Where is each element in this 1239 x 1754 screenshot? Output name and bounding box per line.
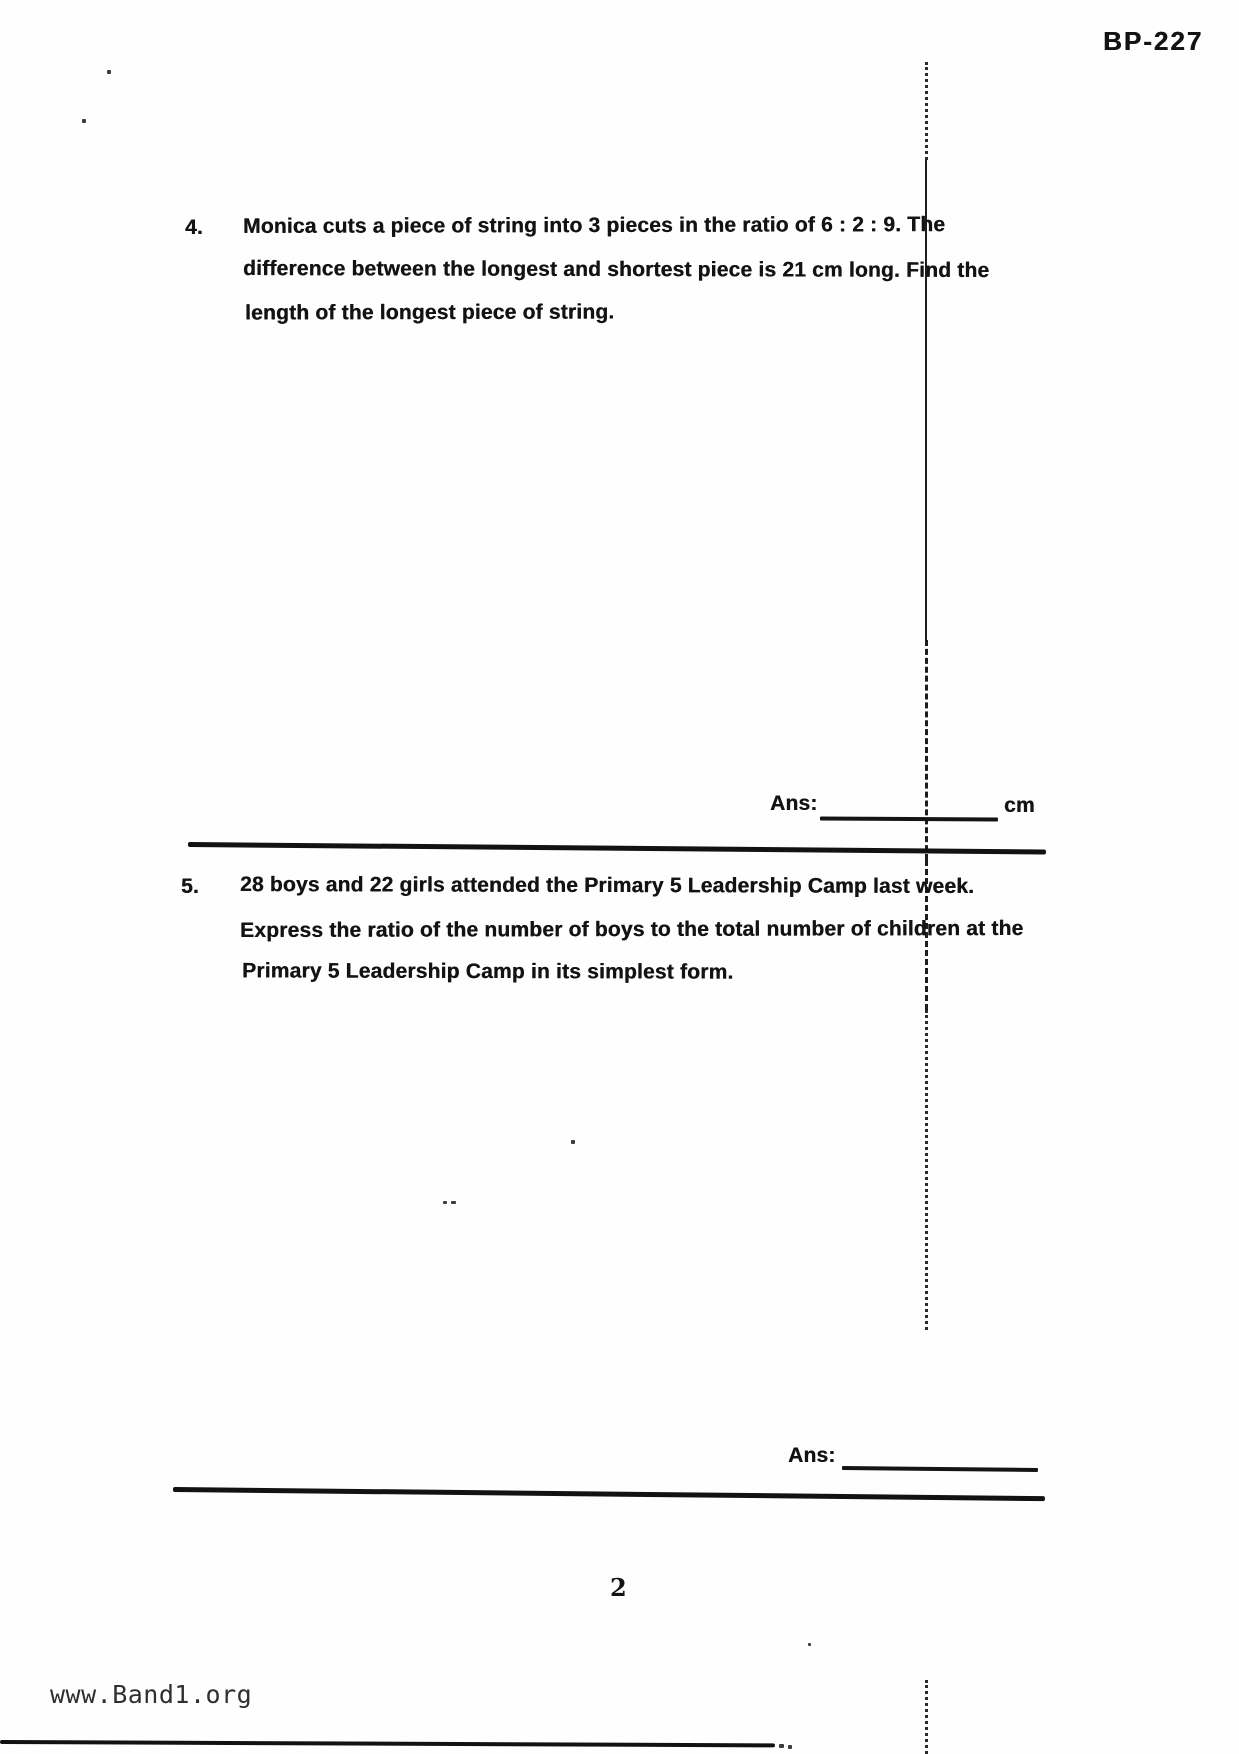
- scan-artifact-dot: [808, 1643, 811, 1646]
- scan-artifact-dot: [443, 1201, 447, 1204]
- scan-artifact-dot: [107, 70, 111, 74]
- question-4-line-2: difference between the longest and shortest piece is 21 cm long. Find the: [242, 257, 990, 282]
- question-5-answer-blank-line: [842, 1466, 1038, 1472]
- site-watermark: www.Band1.org: [50, 1680, 253, 1709]
- scan-artifact-dot: [571, 1140, 575, 1144]
- vertical-crease-line: [925, 62, 928, 160]
- question-5-line-1: 28 boys and 22 girls attended the Primary 5 Leadership Camp last week.: [239, 873, 975, 898]
- question-4-answer-label: Ans:: [770, 792, 818, 815]
- question-4-answer-unit: cm: [1004, 794, 1035, 817]
- question-4-number: 4.: [185, 216, 203, 239]
- question-4-answer-blank-line: [820, 817, 998, 821]
- question-5-answer-label: Ans:: [788, 1444, 836, 1467]
- vertical-crease-line: [925, 1010, 928, 1330]
- question-5-line-2: Express the ratio of the number of boys to the total number of children at the: [239, 916, 1024, 943]
- vertical-crease-line: [925, 640, 928, 860]
- scan-artifact-dot: [788, 1745, 792, 1749]
- scan-artifact-dot: [451, 1201, 456, 1204]
- bottom-scan-edge-line: [0, 1740, 775, 1747]
- page-header-code: BP-227: [1103, 26, 1204, 56]
- scan-artifact-dot: [779, 1744, 784, 1748]
- question-separator-line: [188, 842, 1046, 854]
- scan-artifact-dot: [82, 119, 86, 123]
- vertical-crease-line: [925, 1680, 928, 1754]
- question-5-line-3: Primary 5 Leadership Camp in its simplest form.: [241, 959, 734, 984]
- question-4-line-1: Monica cuts a piece of string into 3 pieces in the ratio of 6 : 2 : 9. The: [242, 213, 946, 238]
- question-separator-line: [173, 1487, 1045, 1501]
- page-number: 2: [610, 1573, 627, 1602]
- question-5-number: 5.: [181, 875, 199, 898]
- question-4-line-3: length of the longest piece of string.: [244, 300, 615, 325]
